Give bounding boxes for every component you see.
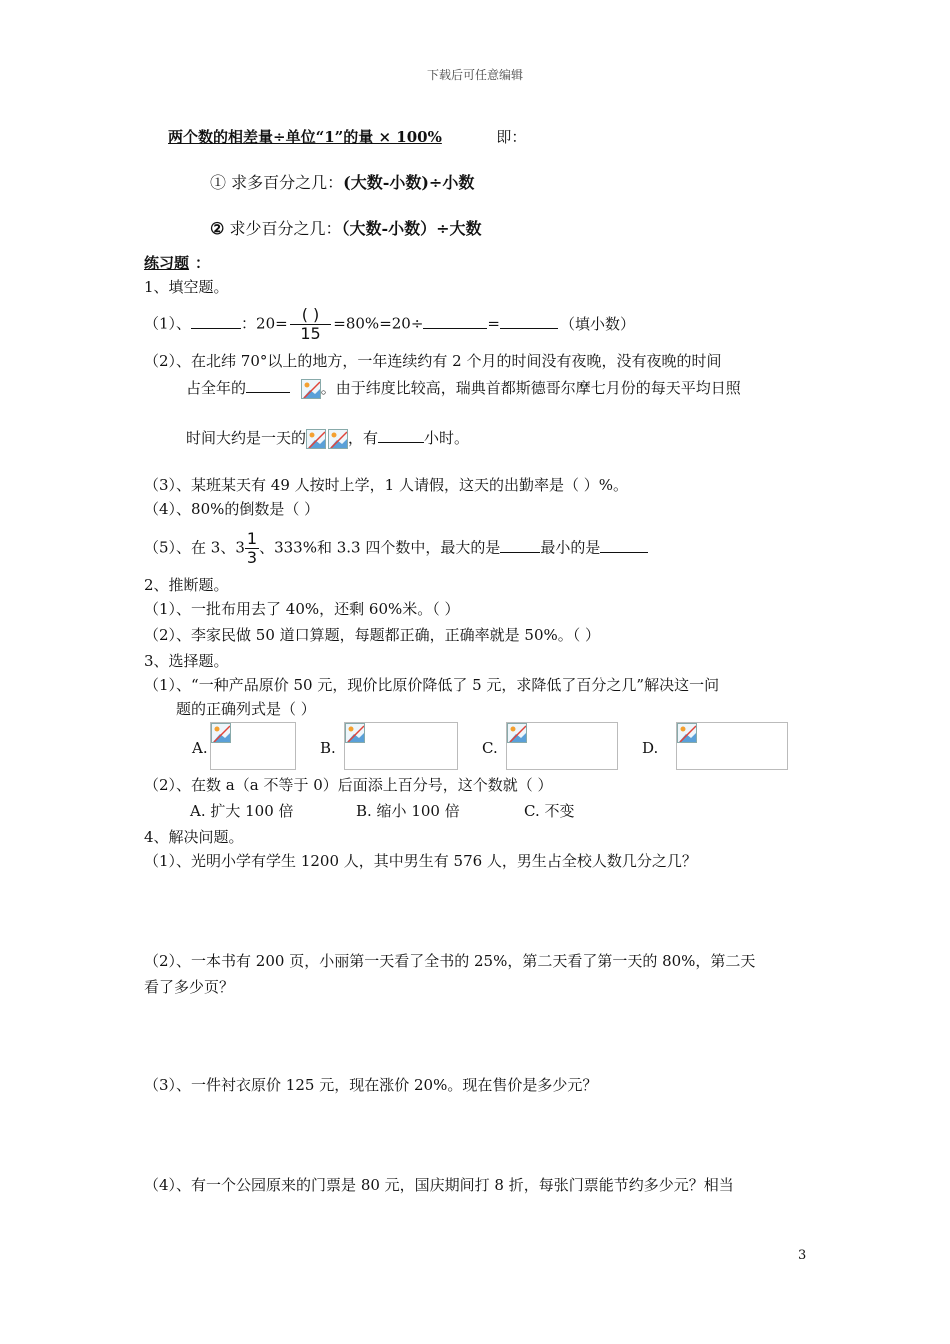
s1-q1-fraction-num: ( ) xyxy=(290,306,332,325)
s1-q1-part-c: = xyxy=(487,314,500,333)
broken-image-icon xyxy=(306,429,326,449)
option-a-label: A. xyxy=(192,739,208,757)
s1-q1-blank-3[interactable] xyxy=(500,312,558,329)
section-3-title: 3、选择题。 xyxy=(144,652,229,670)
s4-q3: （3）、一件衬衣原价 125 元，现在涨价 20%。现在售价是多少元？ xyxy=(144,1076,598,1094)
exercise-title xyxy=(144,252,210,274)
s1-q2-blank-2[interactable] xyxy=(378,426,424,443)
option-a-box[interactable] xyxy=(210,722,296,770)
broken-image-icon xyxy=(211,723,231,743)
rule-2-expr: （大数-小数）÷大数 xyxy=(341,219,482,238)
s1-q5-blank-2[interactable] xyxy=(600,536,648,553)
s1-q3: （3）、某班某天有 49 人按时上学，1 人请假，这天的出勤率是（ ）%。 xyxy=(144,476,629,494)
s1-q1-fraction-den: 15 xyxy=(300,324,321,343)
s1-q2-blank-1[interactable] xyxy=(246,376,290,393)
s1-q2-line2-b: 。由于纬度比较高，瑞典首都斯德哥尔摩七月份的每天平均日照 xyxy=(320,379,741,397)
option-d-box[interactable] xyxy=(676,722,788,770)
s1-q5-part-a: （5）、在 3、3 xyxy=(144,538,245,557)
formula-line xyxy=(168,126,526,148)
rule-2 xyxy=(210,218,482,240)
s4-q2-line1: （2）、一本书有 200 页，小丽第一天看了全书的 25%，第二天看了第一天的 80%，第二天 xyxy=(144,952,756,970)
rule-1 xyxy=(210,172,474,194)
s1-q2-line3-a: 时间大约是一天的 xyxy=(186,429,307,447)
exercise-title-text: 练习题 xyxy=(144,254,190,272)
rule-1-marker: ① xyxy=(210,173,227,192)
s1-q2-line3-c: 小时。 xyxy=(424,429,470,447)
s1-q1-blank-2[interactable] xyxy=(423,312,487,329)
exercise-title-colon: ： xyxy=(195,254,211,272)
s3-q1-line2: 题的正确列式是（ ） xyxy=(176,700,316,718)
s1-q1-hint: （填小数） xyxy=(560,314,636,333)
s2-q2: （2）、李家民做 50 道口算题，每题都正确，正确率就是 50%。（ ） xyxy=(144,626,601,644)
s1-q2-line2 xyxy=(186,376,741,399)
page-header: 下载后可任意编辑 xyxy=(426,68,523,82)
s1-q2-line2-a: 占全年的 xyxy=(186,379,247,397)
s1-q1-part-b: =80%=20÷ xyxy=(333,314,424,333)
s4-q1: （1）、光明小学有学生 1200 人，其中男生有 576 人，男生占全校人数几分之几？ xyxy=(144,852,697,870)
s4-q4: （4）、有一个公园原来的门票是 80 元，国庆期间打 8 折，每张门票能节约多少元？相当 xyxy=(144,1176,734,1194)
broken-image-icon xyxy=(507,723,527,743)
option-b-box[interactable] xyxy=(344,722,458,770)
rule-1-expr: (大数-小数)÷小数 xyxy=(343,173,475,192)
s2-q1: （1）、一批布用去了 40%，还剩 60%米。（ ） xyxy=(144,600,460,618)
s1-q2-line1: （2）、在北纬 70°以上的地方，一年连续约有 2 个月的时间没有夜晚，没有夜晚的时间 xyxy=(144,352,722,370)
s1-q1-fraction xyxy=(290,306,332,343)
s1-q2-line3 xyxy=(186,426,469,449)
s1-q5-part-b: 、333%和 3.3 四个数中，最大的是 xyxy=(259,538,501,557)
s1-q5-blank-1[interactable] xyxy=(500,536,540,553)
option-c-label: C. xyxy=(482,739,498,757)
rule-2-label: 求少百分之几： xyxy=(229,219,342,238)
s3-q1-line1: （1）、“一种产品原价 50 元，现价比原价降低了 5 元，求降低了百分之几”解决这一问 xyxy=(144,676,720,694)
section-4-title: 4、解决问题。 xyxy=(144,828,244,846)
s3-q2-option-b[interactable]: B. 缩小 100 倍 xyxy=(356,802,460,820)
option-b-label: B. xyxy=(320,739,336,757)
formula-suffix: 即： xyxy=(496,128,527,146)
s1-q4: （4）、80%的倒数是（ ） xyxy=(144,500,320,518)
s1-q1 xyxy=(144,306,635,343)
page-number: 3 xyxy=(798,1248,807,1263)
s1-q5-part-c: 最小的是 xyxy=(540,538,601,557)
s4-q2-line2: 看了多少页？ xyxy=(144,978,235,996)
s3-q2-option-c[interactable]: C. 不变 xyxy=(524,802,575,820)
section-2-title: 2、推断题。 xyxy=(144,576,229,594)
rule-1-label: 求多百分之几： xyxy=(231,173,344,192)
s3-q2-option-a[interactable]: A. 扩大 100 倍 xyxy=(190,802,294,820)
option-c-box[interactable] xyxy=(506,722,618,770)
formula-text: 两个数的相差量÷单位“1”的量 × 100% xyxy=(168,128,442,146)
broken-image-icon xyxy=(328,429,348,449)
rule-2-marker: ② xyxy=(210,219,225,238)
option-d-label: D. xyxy=(642,739,659,757)
s1-q1-part-a: ：20= xyxy=(241,314,288,333)
s1-q5-fraction-den: 3 xyxy=(246,548,258,567)
s1-q1-blank-1[interactable] xyxy=(191,312,241,329)
broken-image-icon xyxy=(677,723,697,743)
section-1-title: 1、填空题。 xyxy=(144,278,229,296)
broken-image-icon xyxy=(345,723,365,743)
broken-image-icon xyxy=(301,379,321,399)
s1-q5 xyxy=(144,530,648,567)
s1-q5-fraction xyxy=(245,530,259,567)
s1-q5-fraction-num: 1 xyxy=(246,529,258,548)
s3-q2: （2）、在数 a（a 不等于 0）后面添上百分号，这个数就（ ） xyxy=(144,776,553,794)
s1-q1-prefix: （1）、 xyxy=(144,314,192,333)
s1-q2-line3-b: ，有 xyxy=(348,429,379,447)
